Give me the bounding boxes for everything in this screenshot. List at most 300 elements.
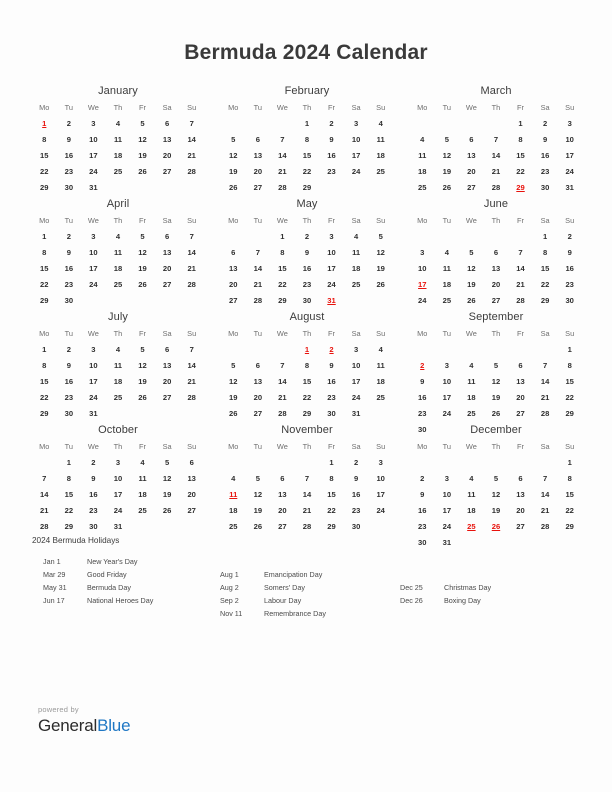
week-row bbox=[32, 179, 204, 195]
holiday-date: Aug 1 bbox=[220, 570, 239, 579]
date-cell: 12 bbox=[376, 247, 385, 257]
date-cell: 25 bbox=[376, 166, 385, 176]
date-cell: 7 bbox=[542, 360, 548, 370]
weekday-header-mo: Mo bbox=[228, 103, 239, 112]
date-cell: 26 bbox=[229, 408, 238, 418]
weekday-header-sa: Sa bbox=[162, 329, 172, 338]
month-block-november bbox=[221, 424, 393, 537]
date-cell: 11 bbox=[467, 489, 476, 499]
week-row bbox=[221, 163, 393, 179]
empty-date-cell bbox=[106, 179, 131, 195]
date-cell: 25 bbox=[418, 182, 427, 192]
weekday-header-row bbox=[32, 216, 204, 228]
date-cell: 22 bbox=[40, 392, 49, 402]
date-cell: 6 bbox=[231, 247, 236, 257]
date-cell: 11 bbox=[113, 247, 122, 257]
date-cell: 30 bbox=[89, 521, 98, 531]
weekday-header-row bbox=[221, 442, 393, 454]
date-cell: 18 bbox=[229, 505, 238, 515]
date-cell: 7 bbox=[189, 118, 194, 128]
date-cell: 15 bbox=[40, 150, 49, 160]
date-cell: 5 bbox=[140, 231, 145, 241]
date-cell: 4 bbox=[444, 247, 449, 257]
holiday-date-cell: 31 bbox=[327, 295, 336, 305]
holiday-name: Emancipation Day bbox=[264, 570, 323, 579]
week-row bbox=[221, 518, 393, 534]
empty-date-cell bbox=[221, 228, 246, 244]
date-cell: 29 bbox=[565, 408, 574, 418]
week-row bbox=[410, 405, 582, 421]
date-cell: 16 bbox=[89, 489, 98, 499]
date-cell: 9 bbox=[66, 134, 71, 144]
month-table bbox=[221, 442, 393, 534]
date-cell: 10 bbox=[442, 489, 452, 499]
empty-date-cell bbox=[221, 115, 246, 131]
month-block-june bbox=[410, 198, 582, 311]
date-cell: 7 bbox=[542, 473, 548, 483]
date-cell: 28 bbox=[302, 521, 312, 531]
month-name: January bbox=[98, 85, 138, 97]
page-title: Bermuda 2024 Calendar bbox=[184, 41, 428, 64]
weekday-header-th: Th bbox=[491, 103, 501, 112]
date-cell: 7 bbox=[189, 231, 194, 241]
weekday-header-mo: Mo bbox=[228, 442, 239, 451]
holiday-date: May 31 bbox=[43, 583, 67, 592]
week-row bbox=[32, 389, 204, 405]
week-row bbox=[32, 373, 204, 389]
date-cell: 3 bbox=[353, 344, 359, 354]
month-table bbox=[221, 103, 393, 195]
weekday-header-row bbox=[221, 103, 393, 115]
date-cell: 27 bbox=[229, 295, 238, 305]
date-cell: 15 bbox=[540, 263, 550, 273]
date-cell: 9 bbox=[66, 247, 71, 257]
month-block-december bbox=[410, 424, 582, 547]
weekday-header-row bbox=[32, 442, 204, 454]
date-cell: 26 bbox=[442, 182, 452, 192]
date-cell: 27 bbox=[491, 295, 501, 305]
weekday-header-we: We bbox=[465, 329, 477, 338]
date-cell: 11 bbox=[376, 360, 385, 370]
week-row bbox=[32, 115, 204, 131]
date-cell: 5 bbox=[140, 344, 145, 354]
date-cell: 7 bbox=[255, 247, 260, 257]
holiday-date-cell: 2 bbox=[420, 360, 425, 370]
empty-date-cell bbox=[435, 454, 460, 470]
date-cell: 30 bbox=[64, 182, 74, 192]
date-cell: 27 bbox=[253, 408, 263, 418]
date-cell: 13 bbox=[229, 263, 238, 273]
date-cell: 28 bbox=[40, 521, 49, 531]
holiday-date: Jun 17 bbox=[43, 596, 65, 605]
holidays-section bbox=[32, 536, 582, 618]
empty-date-cell bbox=[221, 341, 246, 357]
date-cell: 3 bbox=[353, 118, 359, 128]
date-cell: 18 bbox=[376, 376, 385, 386]
empty-date-cell bbox=[130, 518, 155, 534]
empty-date-cell bbox=[130, 179, 155, 195]
weekday-header-we: We bbox=[87, 442, 99, 451]
date-cell: 30 bbox=[327, 408, 336, 418]
month-table bbox=[32, 216, 204, 308]
date-cell: 9 bbox=[66, 360, 71, 370]
date-cell: 25 bbox=[376, 392, 385, 402]
date-cell: 11 bbox=[138, 473, 147, 483]
date-cell: 17 bbox=[89, 150, 98, 160]
date-cell: 24 bbox=[89, 279, 98, 289]
empty-date-cell bbox=[319, 179, 344, 195]
date-cell: 6 bbox=[518, 360, 523, 370]
date-cell: 19 bbox=[491, 392, 501, 402]
empty-date-cell bbox=[344, 292, 369, 308]
date-cell: 18 bbox=[113, 150, 123, 160]
date-cell: 12 bbox=[229, 376, 238, 386]
date-cell: 1 bbox=[42, 344, 47, 354]
date-cell: 4 bbox=[115, 118, 121, 128]
date-cell: 4 bbox=[378, 118, 383, 128]
weekday-header-tu: Tu bbox=[64, 103, 74, 112]
date-cell: 18 bbox=[467, 392, 476, 402]
date-cell: 12 bbox=[138, 134, 147, 144]
empty-date-cell bbox=[179, 518, 204, 534]
holiday-legend-row bbox=[400, 581, 491, 594]
date-cell: 18 bbox=[376, 150, 385, 160]
date-cell: 19 bbox=[162, 489, 172, 499]
weekday-header-sa: Sa bbox=[162, 216, 172, 225]
date-cell: 5 bbox=[164, 457, 170, 467]
week-row bbox=[410, 357, 582, 373]
weekday-header-fr: Fr bbox=[517, 216, 525, 225]
weekday-header-tu: Tu bbox=[253, 329, 263, 338]
date-cell: 15 bbox=[565, 376, 574, 386]
date-cell: 17 bbox=[89, 376, 98, 386]
week-row bbox=[32, 486, 204, 502]
brand-blue-text: Blue bbox=[97, 716, 131, 735]
week-row bbox=[221, 405, 393, 421]
date-cell: 10 bbox=[89, 247, 98, 257]
week-row bbox=[221, 147, 393, 163]
date-cell: 1 bbox=[518, 118, 523, 128]
date-cell: 5 bbox=[469, 247, 474, 257]
date-cell: 23 bbox=[540, 166, 550, 176]
date-cell: 8 bbox=[518, 134, 523, 144]
empty-date-cell bbox=[106, 292, 131, 308]
weekday-header-fr: Fr bbox=[517, 103, 525, 112]
date-cell: 27 bbox=[278, 521, 287, 531]
weekday-header-tu: Tu bbox=[253, 442, 263, 451]
date-cell: 22 bbox=[565, 505, 574, 515]
holiday-date-cell: 11 bbox=[229, 489, 238, 499]
date-cell: 18 bbox=[442, 279, 452, 289]
weekday-header-fr: Fr bbox=[517, 442, 525, 451]
date-cell: 5 bbox=[231, 134, 236, 144]
date-cell: 8 bbox=[304, 134, 310, 144]
holiday-date: Jan 1 bbox=[43, 557, 61, 566]
date-cell: 6 bbox=[164, 231, 170, 241]
holiday-date: Mar 29 bbox=[43, 570, 66, 579]
date-cell: 1 bbox=[567, 344, 572, 354]
date-cell: 8 bbox=[542, 247, 548, 257]
date-cell: 19 bbox=[229, 392, 238, 402]
empty-date-cell bbox=[533, 341, 558, 357]
date-cell: 19 bbox=[376, 263, 385, 273]
weekday-header-fr: Fr bbox=[328, 216, 336, 225]
date-cell: 26 bbox=[138, 166, 147, 176]
week-row bbox=[221, 341, 393, 357]
weekday-header-we: We bbox=[87, 103, 99, 112]
week-row bbox=[221, 244, 393, 260]
date-cell: 17 bbox=[442, 505, 452, 515]
date-cell: 30 bbox=[565, 295, 574, 305]
date-cell: 4 bbox=[353, 231, 359, 241]
date-cell: 10 bbox=[565, 134, 574, 144]
date-cell: 14 bbox=[187, 247, 196, 257]
date-cell: 2 bbox=[66, 344, 71, 354]
month-table bbox=[410, 216, 582, 308]
weekday-header-th: Th bbox=[491, 329, 501, 338]
date-cell: 11 bbox=[418, 150, 427, 160]
date-cell: 24 bbox=[351, 166, 361, 176]
date-cell: 21 bbox=[540, 392, 550, 402]
date-cell: 25 bbox=[113, 166, 123, 176]
weekday-header-fr: Fr bbox=[139, 103, 147, 112]
weekday-header-su: Su bbox=[376, 103, 386, 112]
week-row bbox=[32, 454, 204, 470]
month-block-april bbox=[32, 198, 204, 311]
date-cell: 22 bbox=[565, 392, 574, 402]
date-cell: 30 bbox=[351, 521, 361, 531]
month-block-july bbox=[32, 311, 204, 424]
date-cell: 16 bbox=[302, 263, 312, 273]
date-cell: 19 bbox=[138, 150, 147, 160]
date-cell: 21 bbox=[540, 505, 550, 515]
date-cell: 25 bbox=[229, 521, 238, 531]
date-cell: 30 bbox=[418, 424, 427, 434]
date-cell: 27 bbox=[253, 182, 263, 192]
holiday-column-2 bbox=[400, 581, 491, 607]
date-cell: 6 bbox=[189, 457, 194, 467]
weekday-header-sa: Sa bbox=[162, 103, 172, 112]
week-row bbox=[410, 341, 582, 357]
month-table bbox=[32, 103, 204, 195]
holiday-legend-row bbox=[43, 581, 153, 594]
month-table bbox=[32, 329, 204, 421]
date-cell: 8 bbox=[329, 473, 334, 483]
date-cell: 5 bbox=[231, 360, 236, 370]
month-table bbox=[410, 103, 582, 195]
empty-date-cell bbox=[410, 115, 435, 131]
holiday-name: Somers' Day bbox=[264, 583, 305, 592]
month-block-march bbox=[410, 85, 582, 198]
date-cell: 21 bbox=[253, 279, 263, 289]
date-cell: 17 bbox=[89, 263, 98, 273]
date-cell: 14 bbox=[40, 489, 49, 499]
date-cell: 17 bbox=[351, 150, 361, 160]
date-cell: 26 bbox=[491, 408, 501, 418]
date-cell: 31 bbox=[89, 182, 98, 192]
date-cell: 8 bbox=[304, 360, 310, 370]
weekday-header-th: Th bbox=[302, 442, 312, 451]
weekday-header-th: Th bbox=[113, 216, 123, 225]
empty-date-cell bbox=[435, 228, 460, 244]
weekday-header-su: Su bbox=[187, 329, 197, 338]
empty-date-cell bbox=[246, 228, 271, 244]
date-cell: 23 bbox=[565, 279, 574, 289]
date-cell: 6 bbox=[255, 360, 260, 370]
date-cell: 22 bbox=[40, 166, 49, 176]
weekday-header-th: Th bbox=[491, 442, 501, 451]
date-cell: 2 bbox=[420, 473, 425, 483]
holiday-name: Bermuda Day bbox=[87, 583, 131, 592]
empty-date-cell bbox=[155, 292, 180, 308]
holiday-name: Labour Day bbox=[264, 596, 302, 605]
weekday-header-mo: Mo bbox=[39, 103, 50, 112]
weekday-header-sa: Sa bbox=[351, 442, 361, 451]
weekday-header-su: Su bbox=[376, 216, 386, 225]
date-cell: 30 bbox=[64, 408, 74, 418]
date-cell: 25 bbox=[138, 505, 147, 515]
date-cell: 7 bbox=[42, 473, 47, 483]
date-cell: 25 bbox=[442, 295, 452, 305]
date-cell: 12 bbox=[467, 263, 476, 273]
empty-date-cell bbox=[533, 454, 558, 470]
date-cell: 27 bbox=[162, 392, 172, 402]
date-cell: 13 bbox=[516, 376, 525, 386]
weekday-header-th: Th bbox=[302, 103, 312, 112]
week-row bbox=[410, 260, 582, 276]
date-cell: 20 bbox=[162, 376, 172, 386]
month-block-august bbox=[221, 311, 393, 424]
date-cell: 5 bbox=[140, 118, 145, 128]
holiday-name: Boxing Day bbox=[444, 596, 481, 605]
month-name: October bbox=[98, 424, 138, 436]
month-name: August bbox=[289, 311, 325, 323]
date-cell: 12 bbox=[229, 150, 238, 160]
week-row bbox=[410, 470, 582, 486]
weekday-header-fr: Fr bbox=[139, 216, 147, 225]
date-cell: 2 bbox=[66, 118, 71, 128]
weekday-header-th: Th bbox=[113, 329, 123, 338]
empty-date-cell bbox=[106, 405, 131, 421]
weekday-header-mo: Mo bbox=[228, 329, 239, 338]
week-row bbox=[221, 454, 393, 470]
empty-date-cell bbox=[368, 405, 393, 421]
date-cell: 3 bbox=[91, 344, 96, 354]
date-cell: 15 bbox=[40, 376, 49, 386]
holiday-date: Dec 26 bbox=[400, 596, 423, 605]
date-cell: 4 bbox=[115, 344, 121, 354]
empty-date-cell bbox=[246, 341, 271, 357]
weekday-header-su: Su bbox=[187, 103, 197, 112]
month-name: November bbox=[281, 424, 333, 436]
date-cell: 3 bbox=[567, 118, 572, 128]
empty-date-cell bbox=[221, 454, 246, 470]
date-cell: 4 bbox=[231, 473, 236, 483]
holiday-date-cell: 1 bbox=[42, 118, 47, 128]
date-cell: 4 bbox=[140, 457, 145, 467]
date-cell: 29 bbox=[302, 182, 312, 192]
date-cell: 31 bbox=[351, 408, 361, 418]
date-cell: 28 bbox=[278, 408, 287, 418]
weekday-header-th: Th bbox=[113, 103, 123, 112]
date-cell: 5 bbox=[493, 360, 499, 370]
date-cell: 7 bbox=[280, 360, 285, 370]
empty-date-cell bbox=[410, 341, 435, 357]
weekday-header-tu: Tu bbox=[253, 103, 263, 112]
date-cell: 31 bbox=[442, 537, 452, 547]
date-cell: 22 bbox=[540, 279, 550, 289]
weekday-header-row bbox=[32, 103, 204, 115]
weekday-header-fr: Fr bbox=[139, 442, 147, 451]
empty-date-cell bbox=[179, 405, 204, 421]
empty-date-cell bbox=[155, 405, 180, 421]
date-cell: 9 bbox=[542, 134, 548, 144]
date-cell: 26 bbox=[138, 392, 147, 402]
month-table bbox=[32, 442, 204, 534]
date-cell: 19 bbox=[138, 263, 147, 273]
date-cell: 20 bbox=[187, 489, 196, 499]
weekday-header-fr: Fr bbox=[328, 103, 336, 112]
date-cell: 7 bbox=[189, 344, 194, 354]
weekday-header-row bbox=[410, 103, 582, 115]
date-cell: 12 bbox=[138, 247, 147, 257]
holiday-date-cell: 1 bbox=[304, 344, 310, 354]
date-cell: 13 bbox=[187, 473, 196, 483]
week-row bbox=[221, 276, 393, 292]
empty-date-cell bbox=[344, 179, 369, 195]
empty-date-cell bbox=[508, 341, 533, 357]
date-cell: 25 bbox=[351, 279, 361, 289]
week-row bbox=[410, 454, 582, 470]
date-cell: 3 bbox=[420, 247, 425, 257]
weekday-header-su: Su bbox=[376, 329, 386, 338]
empty-date-cell bbox=[435, 341, 460, 357]
holiday-column-1 bbox=[220, 568, 326, 620]
brand-general-text: General bbox=[38, 716, 98, 735]
empty-date-cell bbox=[32, 454, 57, 470]
date-cell: 15 bbox=[565, 489, 574, 499]
powered-by-label: powered by bbox=[38, 705, 79, 714]
empty-date-cell bbox=[130, 292, 155, 308]
weekday-header-sa: Sa bbox=[351, 216, 361, 225]
date-cell: 5 bbox=[444, 134, 449, 144]
weekday-header-mo: Mo bbox=[39, 442, 50, 451]
holiday-date-cell: 29 bbox=[516, 182, 525, 192]
weekday-header-tu: Tu bbox=[442, 103, 452, 112]
holidays-columns bbox=[32, 555, 582, 618]
date-cell: 12 bbox=[491, 376, 501, 386]
date-cell: 4 bbox=[115, 231, 121, 241]
date-cell: 17 bbox=[376, 489, 385, 499]
date-cell: 28 bbox=[540, 521, 550, 531]
week-row bbox=[410, 373, 582, 389]
week-row bbox=[410, 147, 582, 163]
week-row bbox=[221, 292, 393, 308]
date-cell: 24 bbox=[565, 166, 574, 176]
date-cell: 29 bbox=[302, 408, 312, 418]
week-row bbox=[32, 470, 204, 486]
footer-branding bbox=[38, 705, 130, 736]
date-cell: 13 bbox=[467, 150, 476, 160]
week-row bbox=[221, 115, 393, 131]
date-cell: 24 bbox=[89, 166, 98, 176]
date-cell: 9 bbox=[567, 247, 572, 257]
date-cell: 31 bbox=[89, 408, 98, 418]
date-cell: 8 bbox=[567, 360, 572, 370]
date-cell: 27 bbox=[467, 182, 476, 192]
date-cell: 20 bbox=[491, 279, 501, 289]
weekday-header-th: Th bbox=[113, 442, 123, 451]
